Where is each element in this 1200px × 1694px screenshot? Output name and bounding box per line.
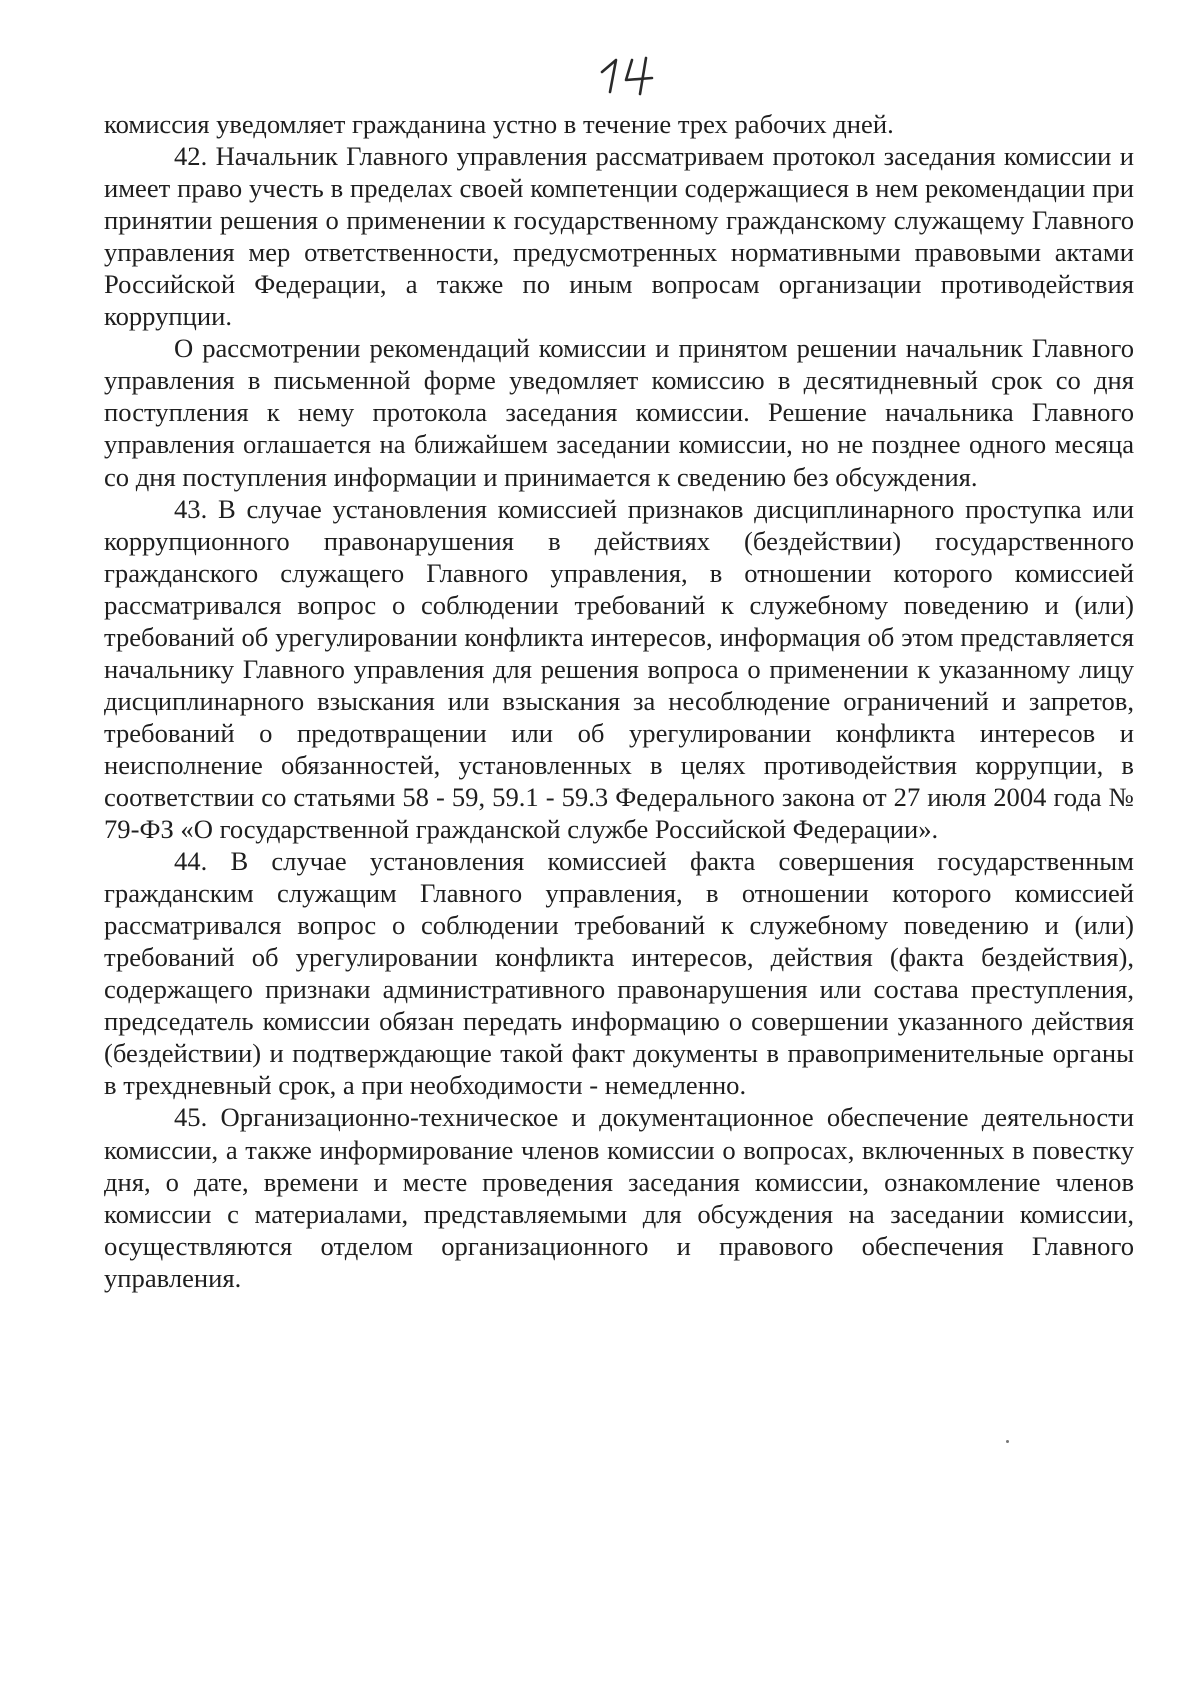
- paragraph-43: 43. В случае установления комиссией признаков дисциплинарного проступка или коррупционного правонарушения в действиях (бездействии) государственного гражданского служащего Главного управления, в отношении которого комиссией рассматривался вопрос о соблюдении требований к служебному поведению и (или) требований об урегулировании конфликта интересов, информация об этом представляется начальнику Главного управления для решения вопроса о применении к указанному лицу дисциплинарного взыскания или взыскания за несоблюдение ограничений и запретов, требований о предотвращении или об урегулировании конфликта интересов и неисполнение обязанностей, установленных в целях противодействия коррупции, в соответствии со статьями 58 - 59, 59.1 - 59.3 Федерального закона от 27 июля 2004 года № 79-ФЗ «О государственной гражданской службе Российской Федерации».: [104, 493, 1134, 845]
- paragraph-42: 42. Начальник Главного управления рассматриваем протокол заседания комиссии и имеет право учесть в пределах своей компетенции содержащиеся в нем рекомендации при принятии решения о применении к государственному гражданскому служащему Главного управления мер ответственности, предусмотренных нормативными правовыми актами Российской Федерации, а также по иным вопросам организации противодействия коррупции.: [104, 141, 1134, 332]
- paragraph-42-decision: О рассмотрении рекомендаций комиссии и принятом решении начальник Главного управления в письменной форме уведомляет комиссию в десятидневный срок со дня поступления к нему протокола заседания комиссии. Решение начальника Главного управления оглашается на ближайшем заседании комиссии, но не позднее одного месяца со дня поступления информации и принимается к сведению без обсуждения.: [104, 333, 1134, 492]
- paragraph-continuation: комиссия уведомляет гражданина устно в течение трех рабочих дней.: [104, 109, 894, 139]
- paragraph-44: 44. В случае установления комиссией факта совершения государственным гражданским служащим Главного управления, в отношении которого комиссией рассматривался вопрос о соблюдении требований к служебному поведению и (или) требований об урегулировании конфликта интересов, действия (факта бездействия), содержащего признаки административного правонарушения или состава преступления, председатель комиссии обязан передать информацию о совершении указанного действия (бездействии) и подтверждающие такой факт документы в правоприменительные органы в трехдневный срок, а при необходимости - немедленно.: [104, 846, 1134, 1101]
- page-number-text: [596, 52, 597, 53]
- handwritten-page-number: [596, 52, 686, 98]
- paragraph-45: 45. Организационно-техническое и документационное обеспечение деятельности комиссии, а также информирование членов комиссии о вопросах, включенных в повестку дня, о дате, времени и месте проведения заседания комиссии, ознакомление членов комиссии с материалами, представляемыми для обсуждения на заседании комиссии, осуществляются отделом организационного и правового обеспечения Главного управления.: [104, 1102, 1134, 1293]
- document-body: [104, 108, 1134, 1294]
- handwritten-page-number-drawing: [596, 52, 686, 98]
- scan-speck: [1006, 1440, 1009, 1443]
